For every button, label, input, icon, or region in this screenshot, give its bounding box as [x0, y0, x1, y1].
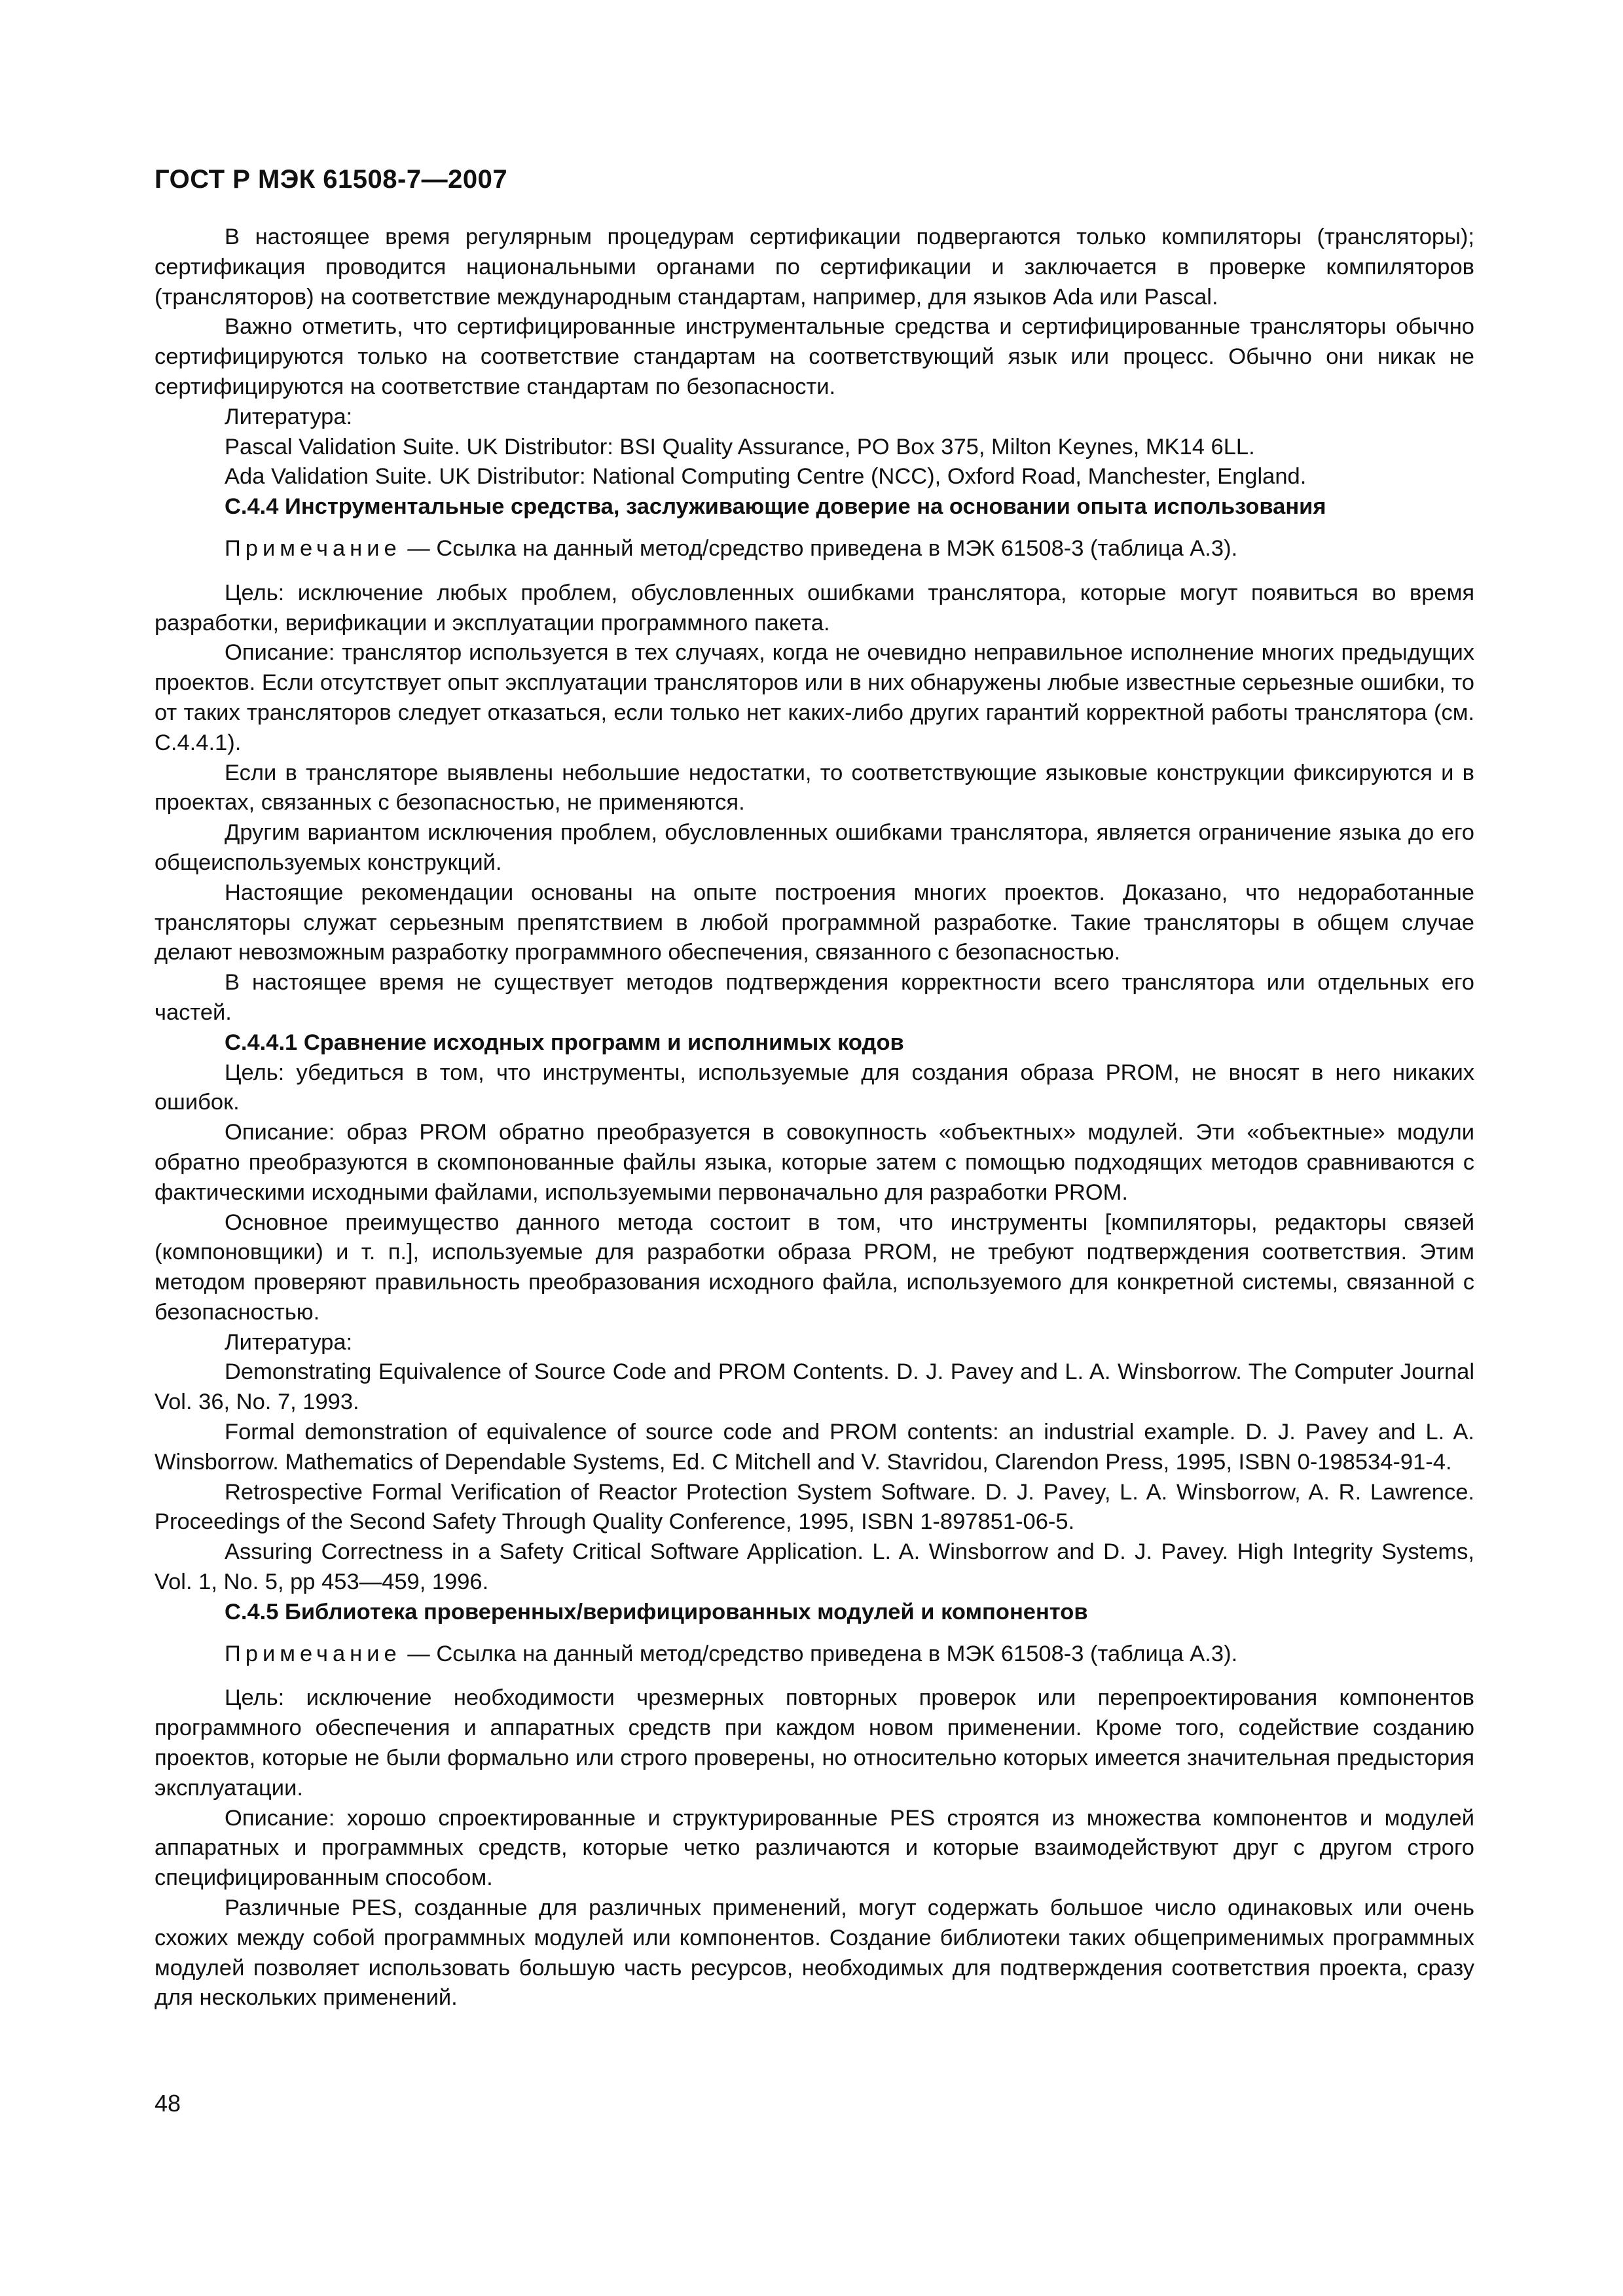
- paragraph: В настоящее время регулярным процедурам сертификации подвергаются только компиляторы (трансляторы); сертификация проводится национальными органами по сертификации и заключается в проверке компиляторов (трансляторов) на соответствие международным стандартам, например, для языков Ada или Pascal.: [155, 224, 1474, 310]
- reference-item: Retrospective Formal Verification of Reactor Protection System Software. D. J. Pavey, L. A. Winsborrow, A. R. Lawrence. Proceedings of the Second Safety Through Quality Conference, 1995, ISBN 1-897851-06-5.: [155, 1479, 1474, 1535]
- paragraph: Настоящие рекомендации основаны на опыте построения многих проектов. Доказано, что недоработанные трансляторы служат серьезным препятствием в любой программной разработке. Такие трансляторы в общем случае делают невозможным разработку программного обеспечения, связанного с безопасностью.: [155, 880, 1474, 965]
- note-label: Примечание: [225, 1641, 401, 1666]
- document-body: [155, 223, 1474, 2013]
- paragraph: Описание: транслятор используется в тех случаях, когда не очевидно неправильное исполнение многих предыдущих проектов. Если отсутствует опыт эксплуатации трансляторов или в них обнаружены любые известные серьезные ошибки, то от таких трансляторов следует отказаться, если только нет каких-либо других гарантий корректной работы транслятора (см. С.4.4.1).: [155, 640, 1474, 755]
- reference-item: Formal demonstration of equivalence of source code and PROM contents: an industrial example. D. J. Pavey and L. A. Winsborrow. Mathematics of Dependable Systems, Ed. C Mitchell and V. Stavridou, Clarendon Press, 1995, ISBN 0-198534-91-4.: [155, 1420, 1474, 1475]
- section-heading-c45: С.4.5 Библиотека проверенных/верифицированных модулей и компонентов: [225, 1599, 1088, 1624]
- note-label: Примечание: [225, 535, 401, 561]
- paragraph: Цель: исключение необходимости чрезмерных повторных проверок или перепроектирования компонентов программного обеспечения и аппаратных средств при каждом новом применении. Кроме того, содействие созданию проектов, которые не были формально или строго проверены, но относительно которых имеется значительная предыстория эксплуатации.: [155, 1685, 1474, 1801]
- reference-item: Ada Validation Suite. UK Distributor: National Computing Centre (NCC), Oxford Road, Manchester, England.: [225, 464, 1307, 490]
- reference-item: Pascal Validation Suite. UK Distributor: BSI Quality Assurance, PO Box 375, Milton Keynes, MK14 6LL.: [225, 434, 1255, 459]
- paragraph: Цель: исключение любых проблем, обусловленных ошибками транслятора, которые могут появиться во время разработки, верификации и эксплуатации программного пакета.: [155, 580, 1474, 636]
- literature-label: Литература:: [225, 404, 353, 429]
- paragraph: Описание: хорошо спроектированные и структурированные PES строятся из множества компонентов и модулей аппаратных и программных средств, которые четко различаются и которые взаимодействуют друг с другом строго специфицированным способом.: [155, 1805, 1474, 1891]
- paragraph: Цель: убедиться в том, что инструменты, используемые для создания образа PROM, не вносят в него никаких ошибок.: [155, 1060, 1474, 1115]
- paragraph: В настоящее время не существует методов подтверждения корректности всего транслятора или отдельных его частей.: [155, 970, 1474, 1025]
- paragraph: Различные PES, созданные для различных применений, могут содержать большое число одинаковых или очень схожих между собой программных модулей или компонентов. Создание библиотеки таких общеприменимых программных модулей позволяет использовать большую часть ресурсов, необходимых для подтверждения соответствия проекта, сразу для нескольких применений.: [155, 1895, 1474, 2011]
- reference-item: Assuring Correctness in a Safety Critical Software Application. L. A. Winsborrow and D. J. Pavey. High Integrity Systems, Vol. 1, No. 5, pp 453—459, 1996.: [155, 1539, 1474, 1595]
- literature-label: Литература:: [225, 1329, 353, 1355]
- page-number: 48: [155, 2090, 181, 2117]
- note: [155, 1640, 1474, 1670]
- paragraph: Основное преимущество данного метода состоит в том, что инструменты [компиляторы, редакторы связей (компоновщики) и т. п.], используемые для разработки образа PROM, не требуют подтверждения соответствия. Этим методом проверяют правильность преобразования исходного файла, используемого для конкретной системы, связанной с безопасностью.: [155, 1210, 1474, 1325]
- section-heading-c441: С.4.4.1 Сравнение исходных программ и исполнимых кодов: [225, 1030, 904, 1055]
- section-heading-c44: С.4.4 Инструментальные средства, заслуживающие доверие на основании опыта использования: [225, 494, 1326, 520]
- note-text: Ссылка на данный метод/средство приведена в МЭК 61508-3 (таблица А.3).: [436, 1641, 1238, 1666]
- document-header: ГОСТ Р МЭК 61508-7—2007: [155, 165, 508, 194]
- paragraph: Описание: образ PROM обратно преобразуется в совокупность «объектных» модулей. Эти «объектные» модули обратно преобразуются в скомпонованные файлы языка, которые затем с помощью подходящих методов сравниваются с фактическими исходными файлами, используемыми первоначально для разработки PROM.: [155, 1120, 1474, 1205]
- reference-item: Demonstrating Equivalence of Source Code and PROM Contents. D. J. Pavey and L. A. Winsborrow. The Computer Journal Vol. 36, No. 7, 1993.: [155, 1359, 1474, 1415]
- paragraph: Важно отметить, что сертифицированные инструментальные средства и сертифицированные трансляторы обычно сертифицируются только на соответствие стандартам на соответствующий язык или процесс. Обычно они никак не сертифицируются на соответствие стандартам по безопасности.: [155, 314, 1474, 399]
- note-dash: —: [401, 535, 437, 561]
- note-text: Ссылка на данный метод/средство приведена в МЭК 61508-3 (таблица А.3).: [436, 535, 1238, 561]
- note-dash: —: [401, 1641, 437, 1666]
- paragraph: Другим вариантом исключения проблем, обусловленных ошибками транслятора, является ограничение языка до его общеиспользуемых конструкций.: [155, 820, 1474, 875]
- note: [155, 534, 1474, 564]
- paragraph: Если в трансляторе выявлены небольшие недостатки, то соответствующие языковые конструкции фиксируются и в проектах, связанных с безопасностью, не применяются.: [155, 760, 1474, 816]
